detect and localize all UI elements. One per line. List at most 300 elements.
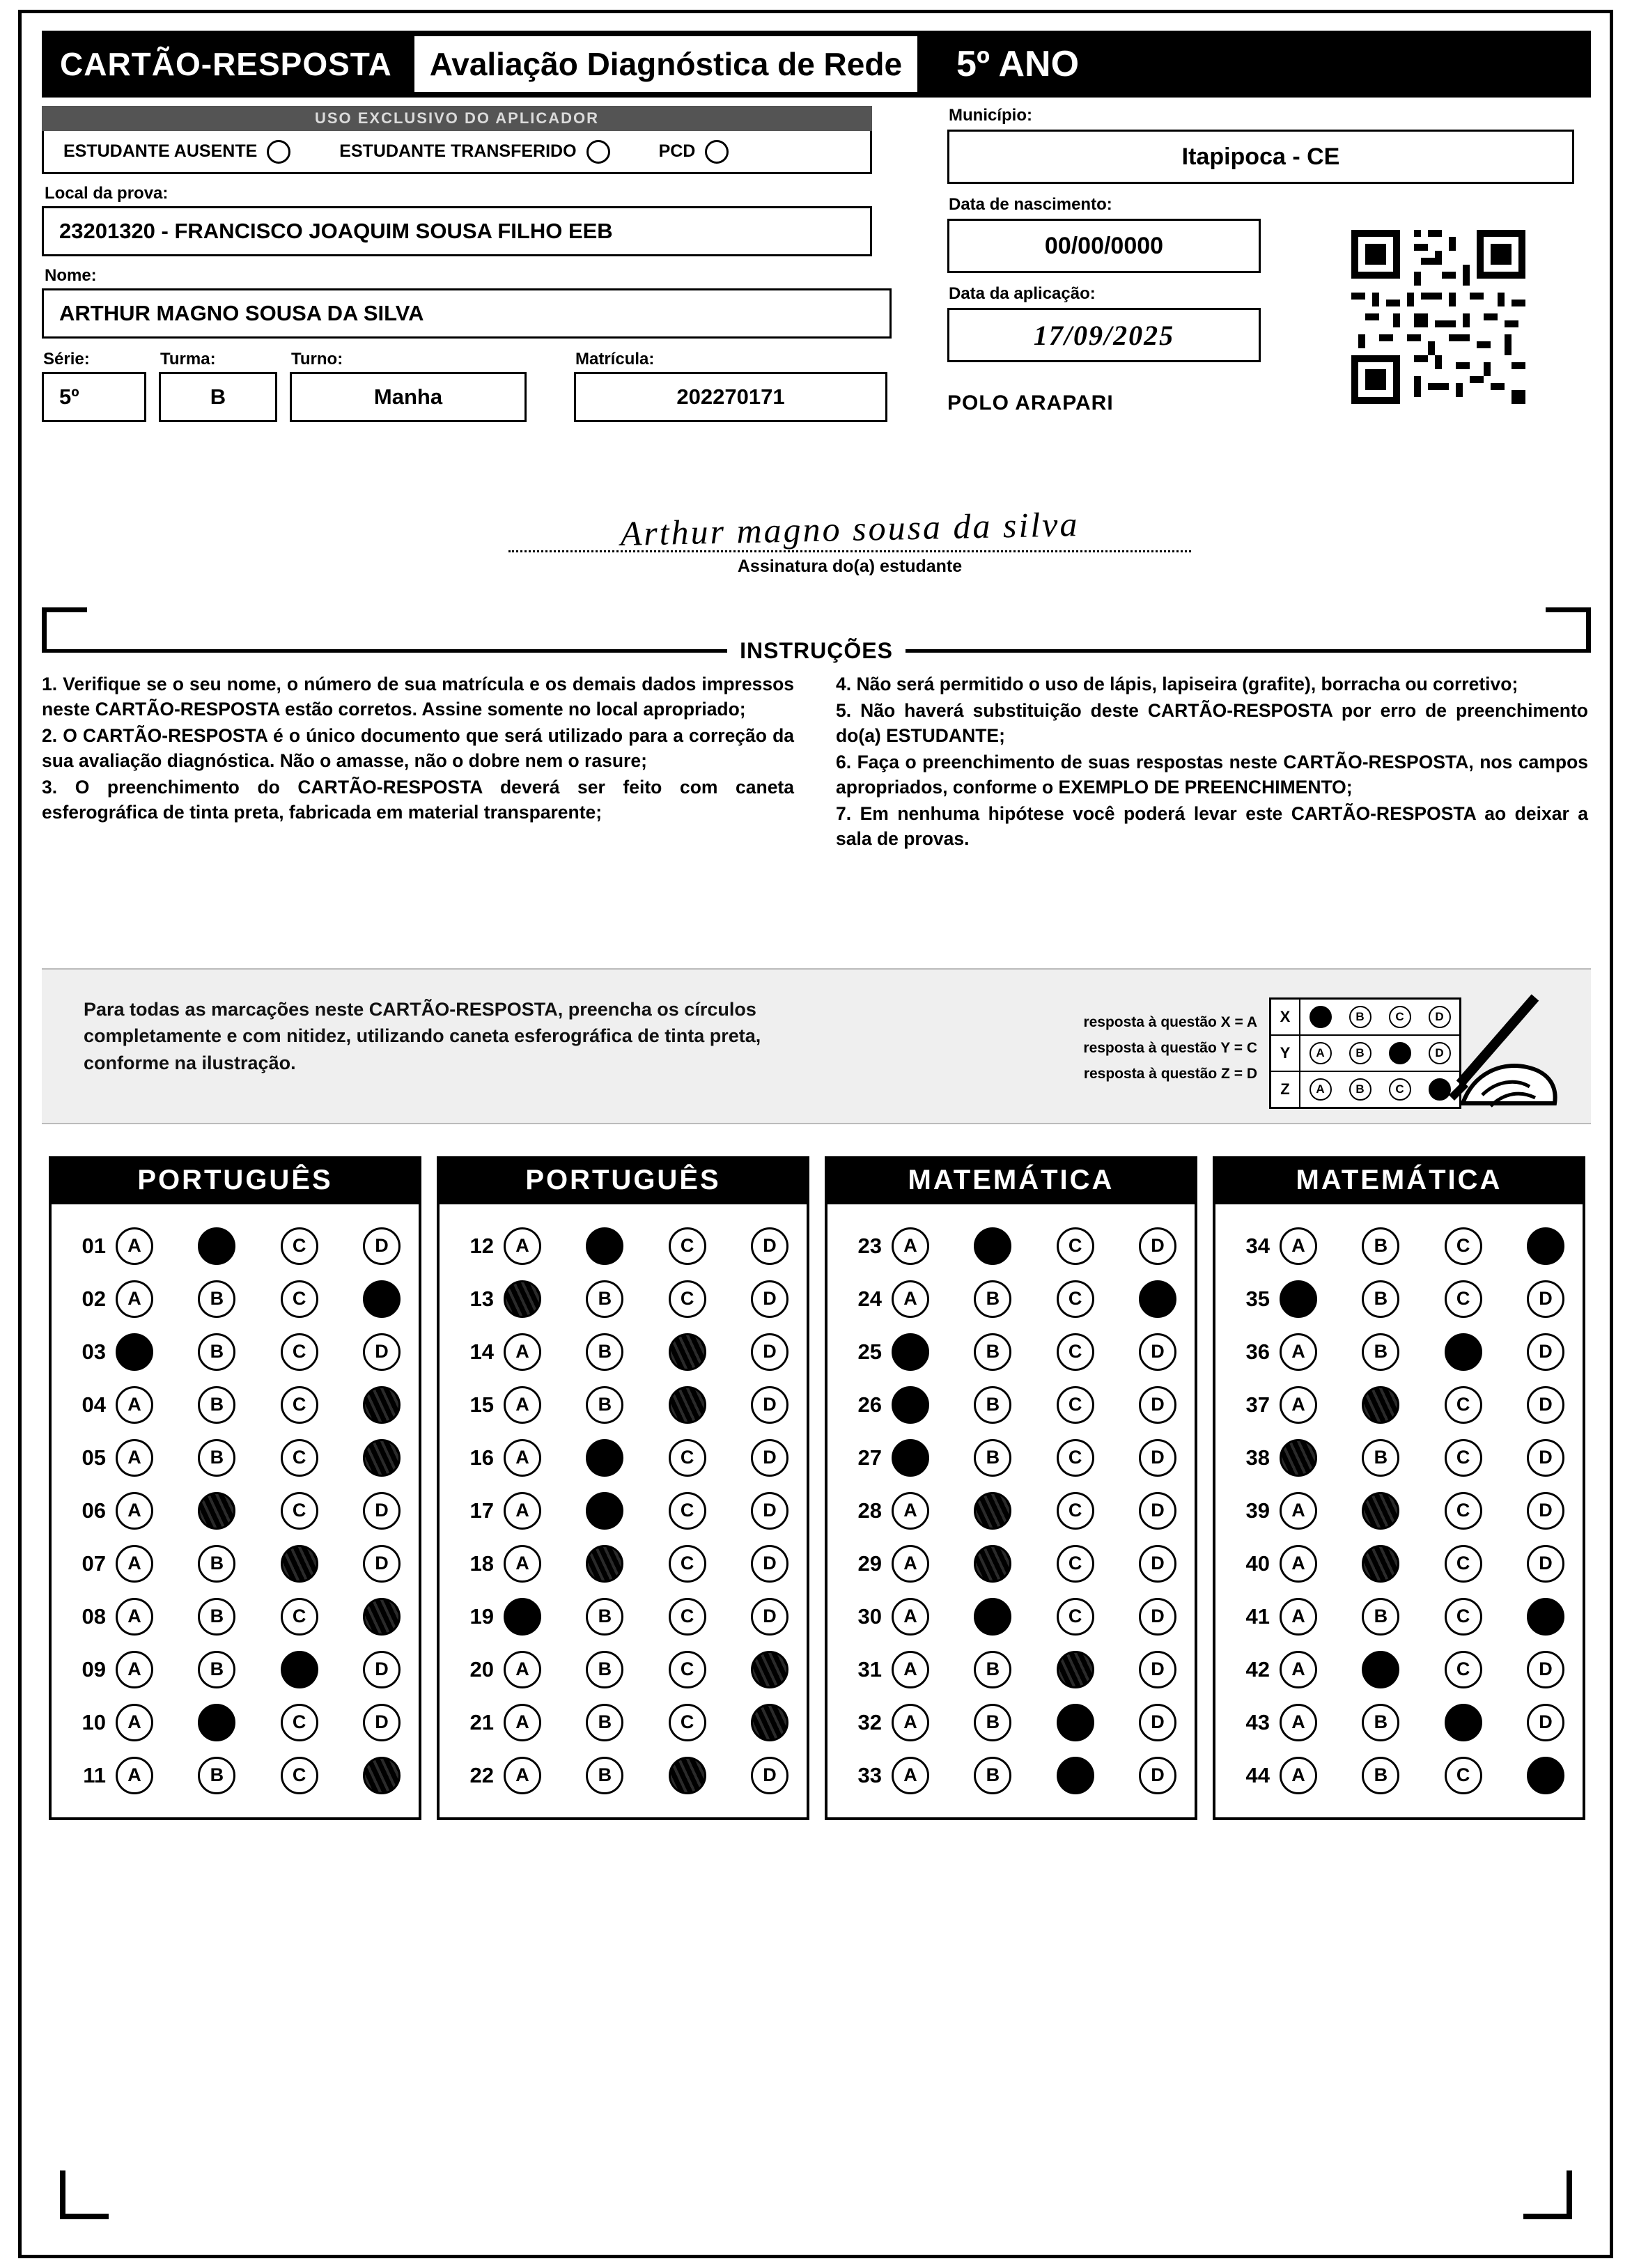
question-number: 37 bbox=[1245, 1392, 1270, 1417]
bubble-a[interactable]: A bbox=[504, 1492, 541, 1530]
bubble-b[interactable]: B bbox=[586, 1704, 623, 1741]
answer-row bbox=[451, 1220, 795, 1273]
bubble-b[interactable] bbox=[974, 1492, 1011, 1530]
bubble-d[interactable]: D bbox=[751, 1757, 788, 1794]
question-number: 26 bbox=[857, 1392, 882, 1417]
answer-column bbox=[825, 1156, 1197, 1820]
bubble-a[interactable] bbox=[504, 1598, 541, 1636]
bubble-a[interactable]: A bbox=[892, 1598, 929, 1636]
bubble-b[interactable]: B bbox=[1362, 1439, 1399, 1477]
bubble-a[interactable]: A bbox=[892, 1545, 929, 1583]
bubble-d[interactable]: D bbox=[1139, 1227, 1176, 1265]
bubble-d[interactable]: D bbox=[751, 1439, 788, 1477]
bubble-a[interactable]: A bbox=[1280, 1704, 1317, 1741]
answer-row bbox=[63, 1220, 407, 1273]
answer-row bbox=[1227, 1537, 1571, 1590]
bubble-d[interactable]: D bbox=[363, 1227, 401, 1265]
bubble-a[interactable] bbox=[1280, 1280, 1317, 1318]
bubble-a[interactable]: A bbox=[116, 1492, 153, 1530]
bubble-d[interactable] bbox=[1139, 1280, 1176, 1318]
bubble-b[interactable]: B bbox=[1362, 1757, 1399, 1794]
bubble-a[interactable]: A bbox=[116, 1704, 153, 1741]
bubble-b[interactable] bbox=[974, 1545, 1011, 1583]
answer-row bbox=[451, 1273, 795, 1326]
bubble-d[interactable] bbox=[751, 1704, 788, 1741]
bubble-b[interactable]: B bbox=[1362, 1280, 1399, 1318]
bubble-a[interactable] bbox=[1280, 1439, 1317, 1477]
question-number: 17 bbox=[469, 1498, 494, 1523]
nome-value: ARTHUR MAGNO SOUSA DA SILVA bbox=[42, 288, 892, 339]
signature-handwriting: Arthur magno sousa da silva bbox=[620, 504, 1080, 553]
bubble-d[interactable]: D bbox=[1527, 1545, 1564, 1583]
bubble-d[interactable]: D bbox=[1527, 1386, 1564, 1424]
answer-row bbox=[63, 1431, 407, 1484]
hand-with-pen-icon bbox=[1435, 975, 1574, 1114]
bubble-b[interactable]: B bbox=[1362, 1227, 1399, 1265]
bubble-c[interactable]: C bbox=[1445, 1545, 1482, 1583]
answer-column-subject: MATEMÁTICA bbox=[825, 1156, 1197, 1204]
instruction-item: 6. Faça o preenchimento de suas respostas neste CARTÃO-RESPOSTA, nos campos apropriados, conforme o EXEMPLO DE PREENCHIMENTO; bbox=[836, 752, 1588, 798]
example-bubble: B bbox=[1349, 1006, 1371, 1028]
answer-row bbox=[451, 1537, 795, 1590]
bubble-d[interactable]: D bbox=[363, 1704, 401, 1741]
bubble-d[interactable] bbox=[1527, 1598, 1564, 1636]
bubble-b[interactable] bbox=[198, 1227, 235, 1265]
bubble-c[interactable] bbox=[281, 1545, 318, 1583]
bubble-c[interactable]: C bbox=[281, 1492, 318, 1530]
bubble-a[interactable] bbox=[892, 1439, 929, 1477]
bubble-b[interactable]: B bbox=[1362, 1333, 1399, 1371]
question-number: 01 bbox=[81, 1234, 106, 1258]
bubble-a[interactable]: A bbox=[116, 1651, 153, 1688]
answer-row bbox=[839, 1749, 1183, 1802]
question-number: 35 bbox=[1245, 1287, 1270, 1311]
answer-row bbox=[1227, 1749, 1571, 1802]
bubble-c[interactable]: C bbox=[669, 1598, 706, 1636]
bubble-c[interactable] bbox=[669, 1333, 706, 1371]
bubble-b[interactable]: B bbox=[974, 1704, 1011, 1741]
bubble-a[interactable]: A bbox=[504, 1545, 541, 1583]
question-number: 05 bbox=[81, 1445, 106, 1470]
bubble-c[interactable]: C bbox=[1057, 1386, 1094, 1424]
header-middle-title: Avaliação Diagnóstica de Rede bbox=[414, 36, 917, 92]
bubble-c[interactable]: C bbox=[281, 1227, 318, 1265]
bubble-a[interactable]: A bbox=[116, 1757, 153, 1794]
bubble-b[interactable]: B bbox=[1362, 1598, 1399, 1636]
example-grid bbox=[1269, 997, 1461, 1109]
question-number: 31 bbox=[857, 1657, 882, 1681]
bubble-c[interactable]: C bbox=[1445, 1439, 1482, 1477]
bubble-c[interactable]: C bbox=[669, 1704, 706, 1741]
answer-row bbox=[451, 1696, 795, 1749]
bubble-b[interactable]: B bbox=[974, 1333, 1011, 1371]
bubble-b[interactable]: B bbox=[198, 1598, 235, 1636]
bubble-c[interactable]: C bbox=[1445, 1651, 1482, 1688]
bubble-d[interactable] bbox=[363, 1386, 401, 1424]
bubble-d[interactable] bbox=[751, 1651, 788, 1688]
bubble-a[interactable] bbox=[116, 1333, 153, 1371]
bubble-b[interactable] bbox=[586, 1227, 623, 1265]
bubble-b[interactable]: B bbox=[586, 1651, 623, 1688]
instruction-item: 7. Em nenhuma hipótese você poderá levar este CARTÃO-RESPOSTA ao deixar a sala de provas. bbox=[836, 803, 1588, 850]
bubble-a[interactable]: A bbox=[504, 1227, 541, 1265]
question-number: 22 bbox=[469, 1763, 494, 1787]
answer-row bbox=[451, 1378, 795, 1431]
bubble-a[interactable]: A bbox=[1280, 1757, 1317, 1794]
question-number: 30 bbox=[857, 1604, 882, 1629]
answer-row bbox=[1227, 1696, 1571, 1749]
question-number: 14 bbox=[469, 1339, 494, 1364]
bubble-a[interactable]: A bbox=[116, 1280, 153, 1318]
option-student-absent[interactable] bbox=[63, 140, 290, 164]
bubble-d[interactable]: D bbox=[1527, 1280, 1564, 1318]
bubble-b[interactable] bbox=[198, 1704, 235, 1741]
bubble-a[interactable]: A bbox=[504, 1651, 541, 1688]
serie-label: Série: bbox=[43, 350, 90, 368]
answer-column bbox=[437, 1156, 809, 1820]
bubble-c[interactable]: C bbox=[1445, 1757, 1482, 1794]
divider-line bbox=[42, 649, 727, 653]
question-number: 23 bbox=[857, 1234, 882, 1258]
example-bubble: C bbox=[1389, 1006, 1411, 1028]
bubble-d[interactable]: D bbox=[751, 1280, 788, 1318]
bubble-d[interactable]: D bbox=[1527, 1333, 1564, 1371]
bubble-a[interactable]: A bbox=[1280, 1227, 1317, 1265]
bubble-c[interactable]: C bbox=[669, 1492, 706, 1530]
bubble-c[interactable]: C bbox=[1445, 1598, 1482, 1636]
bubble-a[interactable]: A bbox=[116, 1598, 153, 1636]
answer-row bbox=[63, 1590, 407, 1643]
bubble-d[interactable]: D bbox=[363, 1651, 401, 1688]
answer-row bbox=[63, 1537, 407, 1590]
bubble-c[interactable]: C bbox=[281, 1386, 318, 1424]
bubble-d[interactable]: D bbox=[363, 1333, 401, 1371]
bubble-d[interactable]: D bbox=[751, 1598, 788, 1636]
example-bubble: A bbox=[1310, 1006, 1332, 1028]
question-number: 21 bbox=[469, 1710, 494, 1734]
bubble-icon[interactable] bbox=[267, 140, 290, 164]
bubble-b[interactable] bbox=[586, 1439, 623, 1477]
bubble-c[interactable]: C bbox=[281, 1704, 318, 1741]
bubble-c[interactable]: C bbox=[1445, 1492, 1482, 1530]
bubble-d[interactable] bbox=[363, 1439, 401, 1477]
bubble-b[interactable] bbox=[1362, 1545, 1399, 1583]
bubble-c[interactable]: C bbox=[281, 1333, 318, 1371]
question-number: 16 bbox=[469, 1445, 494, 1470]
question-number: 10 bbox=[81, 1710, 106, 1734]
answer-row bbox=[63, 1326, 407, 1378]
question-number: 07 bbox=[81, 1551, 106, 1576]
answer-row bbox=[63, 1643, 407, 1696]
bubble-c[interactable]: C bbox=[669, 1227, 706, 1265]
aplicacao-label: Data da aplicação: bbox=[949, 284, 1096, 303]
bubble-a[interactable]: A bbox=[892, 1227, 929, 1265]
bubble-d[interactable]: D bbox=[363, 1492, 401, 1530]
example-bubble: A bbox=[1310, 1078, 1332, 1101]
bubble-b[interactable] bbox=[974, 1598, 1011, 1636]
bubble-a[interactable]: A bbox=[504, 1704, 541, 1741]
option-student-transferred[interactable] bbox=[339, 140, 609, 164]
bubble-a[interactable] bbox=[504, 1280, 541, 1318]
bubble-c[interactable]: C bbox=[1057, 1227, 1094, 1265]
bubble-b[interactable]: B bbox=[198, 1280, 235, 1318]
answers-grid bbox=[49, 1156, 1585, 1820]
example-legend bbox=[1013, 1010, 1257, 1087]
bubble-a[interactable]: A bbox=[504, 1333, 541, 1371]
bubble-d[interactable]: D bbox=[1139, 1704, 1176, 1741]
bubble-d[interactable]: D bbox=[1139, 1492, 1176, 1530]
bubble-b[interactable]: B bbox=[974, 1386, 1011, 1424]
answer-row bbox=[839, 1537, 1183, 1590]
answer-row bbox=[839, 1431, 1183, 1484]
corner-marker-bottom-left bbox=[60, 2170, 109, 2219]
bubble-d[interactable]: D bbox=[751, 1227, 788, 1265]
answer-column-subject: PORTUGUÊS bbox=[437, 1156, 809, 1204]
question-number: 20 bbox=[469, 1657, 494, 1681]
example-bubble: A bbox=[1310, 1042, 1332, 1064]
header-grade-title: 5º ANO bbox=[956, 44, 1080, 84]
signature-label: Assinatura do(a) estudante bbox=[737, 557, 963, 576]
question-number: 03 bbox=[81, 1339, 106, 1364]
bubble-c[interactable]: C bbox=[669, 1545, 706, 1583]
bubble-b[interactable]: B bbox=[198, 1545, 235, 1583]
bubble-d[interactable] bbox=[1527, 1757, 1564, 1794]
answer-row bbox=[1227, 1431, 1571, 1484]
bubble-b[interactable] bbox=[586, 1545, 623, 1583]
bubble-d[interactable]: D bbox=[1527, 1439, 1564, 1477]
bubble-b[interactable]: B bbox=[198, 1651, 235, 1688]
instructions-title: INSTRUÇÕES bbox=[740, 638, 893, 663]
bubble-d[interactable]: D bbox=[751, 1492, 788, 1530]
bubble-d[interactable]: D bbox=[1527, 1704, 1564, 1741]
turma-label: Turma: bbox=[160, 350, 216, 368]
bubble-a[interactable]: A bbox=[116, 1227, 153, 1265]
bubble-c[interactable]: C bbox=[281, 1598, 318, 1636]
answer-row bbox=[1227, 1220, 1571, 1273]
bubble-d[interactable]: D bbox=[1139, 1386, 1176, 1424]
bubble-b[interactable]: B bbox=[198, 1757, 235, 1794]
identification-left bbox=[42, 106, 906, 422]
bubble-c[interactable]: C bbox=[281, 1757, 318, 1794]
bubble-c[interactable]: C bbox=[281, 1439, 318, 1477]
question-number: 24 bbox=[857, 1287, 882, 1311]
bubble-a[interactable]: A bbox=[116, 1545, 153, 1583]
answer-row bbox=[839, 1378, 1183, 1431]
bubble-b[interactable]: B bbox=[586, 1757, 623, 1794]
bubble-d[interactable]: D bbox=[1139, 1439, 1176, 1477]
bubble-a[interactable]: A bbox=[892, 1651, 929, 1688]
instruction-item: 5. Não haverá substituição deste CARTÃO-RESPOSTA por erro de preenchimento do(a) ESTUDANTE; bbox=[836, 700, 1588, 747]
bubble-a[interactable]: A bbox=[504, 1439, 541, 1477]
answer-row bbox=[63, 1378, 407, 1431]
bubble-c[interactable]: C bbox=[281, 1280, 318, 1318]
answer-row bbox=[451, 1749, 795, 1802]
bubble-b[interactable] bbox=[1362, 1492, 1399, 1530]
answer-row bbox=[1227, 1643, 1571, 1696]
bubble-c[interactable] bbox=[281, 1651, 318, 1688]
example-bubble: D bbox=[1429, 1042, 1451, 1064]
bubble-a[interactable]: A bbox=[504, 1386, 541, 1424]
bubble-a[interactable]: A bbox=[1280, 1492, 1317, 1530]
bubble-a[interactable]: A bbox=[504, 1757, 541, 1794]
answer-row bbox=[63, 1696, 407, 1749]
bubble-b[interactable] bbox=[198, 1492, 235, 1530]
bubble-c[interactable]: C bbox=[1057, 1280, 1094, 1318]
header-bar bbox=[42, 31, 1591, 98]
example-legend-item: resposta à questão X = A bbox=[1083, 1014, 1257, 1030]
bubble-a[interactable] bbox=[892, 1386, 929, 1424]
corner-marker-bottom-right bbox=[1523, 2170, 1572, 2219]
bubble-c[interactable]: C bbox=[1445, 1280, 1482, 1318]
example-legend-item: resposta à questão Y = C bbox=[1083, 1039, 1257, 1056]
bubble-d[interactable]: D bbox=[1139, 1757, 1176, 1794]
bubble-icon[interactable] bbox=[705, 140, 729, 164]
example-instruction-text: Para todas as marcações neste CARTÃO-RESPOSTA, preencha os círculos completamente e com nitidez, utilizando caneta esferográfica de tinta preta, conforme na ilustração. bbox=[84, 999, 761, 1073]
question-number: 40 bbox=[1245, 1551, 1270, 1576]
bubble-b[interactable]: B bbox=[198, 1333, 235, 1371]
option-student-absent-label: ESTUDANTE AUSENTE bbox=[63, 141, 258, 161]
example-row-label: X bbox=[1271, 1000, 1300, 1034]
bubble-c[interactable]: C bbox=[1445, 1386, 1482, 1424]
bubble-b[interactable]: B bbox=[586, 1386, 623, 1424]
bubble-c[interactable] bbox=[1445, 1704, 1482, 1741]
bubble-c[interactable] bbox=[669, 1757, 706, 1794]
question-number: 44 bbox=[1245, 1763, 1270, 1787]
bubble-d[interactable]: D bbox=[1527, 1492, 1564, 1530]
bubble-c[interactable]: C bbox=[669, 1280, 706, 1318]
bubble-b[interactable] bbox=[1362, 1386, 1399, 1424]
bubble-a[interactable]: A bbox=[892, 1757, 929, 1794]
answer-row bbox=[63, 1484, 407, 1537]
turno-label: Turno: bbox=[291, 350, 343, 368]
bubble-a[interactable]: A bbox=[1280, 1598, 1317, 1636]
bubble-a[interactable] bbox=[892, 1333, 929, 1371]
question-number: 39 bbox=[1245, 1498, 1270, 1523]
answer-row bbox=[451, 1431, 795, 1484]
question-number: 27 bbox=[857, 1445, 882, 1470]
answer-row bbox=[451, 1643, 795, 1696]
bubble-b[interactable]: B bbox=[974, 1651, 1011, 1688]
bubble-d[interactable] bbox=[363, 1598, 401, 1636]
municipio-value: Itapipoca - CE bbox=[947, 130, 1574, 184]
bubble-a[interactable]: A bbox=[116, 1386, 153, 1424]
bubble-c[interactable] bbox=[1057, 1651, 1094, 1688]
bubble-c[interactable]: C bbox=[669, 1439, 706, 1477]
bubble-c[interactable]: C bbox=[1057, 1333, 1094, 1371]
bubble-a[interactable]: A bbox=[892, 1704, 929, 1741]
question-number: 41 bbox=[1245, 1604, 1270, 1629]
answer-column bbox=[1213, 1156, 1585, 1820]
answer-column-subject: PORTUGUÊS bbox=[49, 1156, 421, 1204]
municipio-label: Município: bbox=[949, 106, 1032, 125]
answer-row bbox=[1227, 1326, 1571, 1378]
turma-value: B bbox=[159, 372, 277, 422]
question-number: 12 bbox=[469, 1234, 494, 1258]
bubble-b[interactable]: B bbox=[586, 1598, 623, 1636]
bubble-b[interactable]: B bbox=[586, 1280, 623, 1318]
bubble-a[interactable]: A bbox=[1280, 1333, 1317, 1371]
bubble-c[interactable]: C bbox=[1057, 1439, 1094, 1477]
question-number: 02 bbox=[81, 1287, 106, 1311]
instruction-item: 1. Verifique se o seu nome, o número de sua matrícula e os demais dados impressos neste CARTÃO-RESPOSTA estão corretos. Assine somente no local apropriado; bbox=[42, 674, 794, 720]
bubble-d[interactable] bbox=[363, 1757, 401, 1794]
bubble-c[interactable] bbox=[1057, 1704, 1094, 1741]
bubble-d[interactable]: D bbox=[363, 1545, 401, 1583]
answer-row bbox=[451, 1590, 795, 1643]
bubble-d[interactable]: D bbox=[1139, 1545, 1176, 1583]
bubble-d[interactable]: D bbox=[751, 1545, 788, 1583]
bubble-a[interactable]: A bbox=[892, 1492, 929, 1530]
bubble-d[interactable]: D bbox=[751, 1333, 788, 1371]
option-pcd[interactable] bbox=[659, 140, 729, 164]
bubble-b[interactable]: B bbox=[586, 1333, 623, 1371]
bubble-b[interactable] bbox=[1362, 1651, 1399, 1688]
bubble-a[interactable]: A bbox=[116, 1439, 153, 1477]
option-student-transferred-label: ESTUDANTE TRANSFERIDO bbox=[339, 141, 577, 161]
bubble-d[interactable] bbox=[1527, 1227, 1564, 1265]
bubble-c[interactable]: C bbox=[669, 1651, 706, 1688]
bubble-d[interactable]: D bbox=[1139, 1598, 1176, 1636]
question-number: 18 bbox=[469, 1551, 494, 1576]
bubble-b[interactable] bbox=[974, 1227, 1011, 1265]
bubble-c[interactable] bbox=[1445, 1333, 1482, 1371]
bubble-b[interactable] bbox=[586, 1492, 623, 1530]
example-row bbox=[1271, 1072, 1459, 1107]
divider-line bbox=[906, 649, 1591, 653]
bubble-c[interactable]: C bbox=[1057, 1492, 1094, 1530]
bubble-c[interactable] bbox=[1057, 1757, 1094, 1794]
bubble-a[interactable]: A bbox=[892, 1280, 929, 1318]
signature-area bbox=[453, 504, 1247, 577]
bubble-d[interactable]: D bbox=[1139, 1651, 1176, 1688]
bubble-c[interactable]: C bbox=[1445, 1227, 1482, 1265]
example-row-label: Z bbox=[1271, 1072, 1300, 1107]
question-number: 15 bbox=[469, 1392, 494, 1417]
bubble-b[interactable]: B bbox=[198, 1439, 235, 1477]
example-bubble: B bbox=[1349, 1042, 1371, 1064]
bubble-c[interactable] bbox=[669, 1386, 706, 1424]
bubble-d[interactable] bbox=[363, 1280, 401, 1318]
answer-row bbox=[839, 1220, 1183, 1273]
answer-row bbox=[839, 1326, 1183, 1378]
answer-row bbox=[1227, 1484, 1571, 1537]
bubble-d[interactable]: D bbox=[1139, 1333, 1176, 1371]
bubble-a[interactable]: A bbox=[1280, 1545, 1317, 1583]
example-legend-item: resposta à questão Z = D bbox=[1083, 1065, 1257, 1082]
bubble-b[interactable]: B bbox=[1362, 1704, 1399, 1741]
bubble-d[interactable]: D bbox=[1527, 1651, 1564, 1688]
bubble-b[interactable]: B bbox=[974, 1280, 1011, 1318]
matricula-value: 202270171 bbox=[574, 372, 887, 422]
aplicacao-value: 17/09/2025 bbox=[1033, 319, 1175, 351]
bubble-c[interactable]: C bbox=[1057, 1545, 1094, 1583]
bubble-a[interactable]: A bbox=[1280, 1386, 1317, 1424]
nascimento-label: Data de nascimento: bbox=[949, 195, 1112, 214]
turno-value: Manha bbox=[290, 372, 527, 422]
bubble-c[interactable]: C bbox=[1057, 1598, 1094, 1636]
bubble-b[interactable]: B bbox=[198, 1386, 235, 1424]
bubble-a[interactable]: A bbox=[1280, 1651, 1317, 1688]
answer-row bbox=[1227, 1378, 1571, 1431]
answer-row bbox=[839, 1643, 1183, 1696]
serie-value: 5º bbox=[42, 372, 146, 422]
bubble-icon[interactable] bbox=[586, 140, 610, 164]
bubble-b[interactable]: B bbox=[974, 1439, 1011, 1477]
answer-row bbox=[839, 1484, 1183, 1537]
bubble-d[interactable]: D bbox=[751, 1386, 788, 1424]
question-number: 19 bbox=[469, 1604, 494, 1629]
bubble-b[interactable]: B bbox=[974, 1757, 1011, 1794]
